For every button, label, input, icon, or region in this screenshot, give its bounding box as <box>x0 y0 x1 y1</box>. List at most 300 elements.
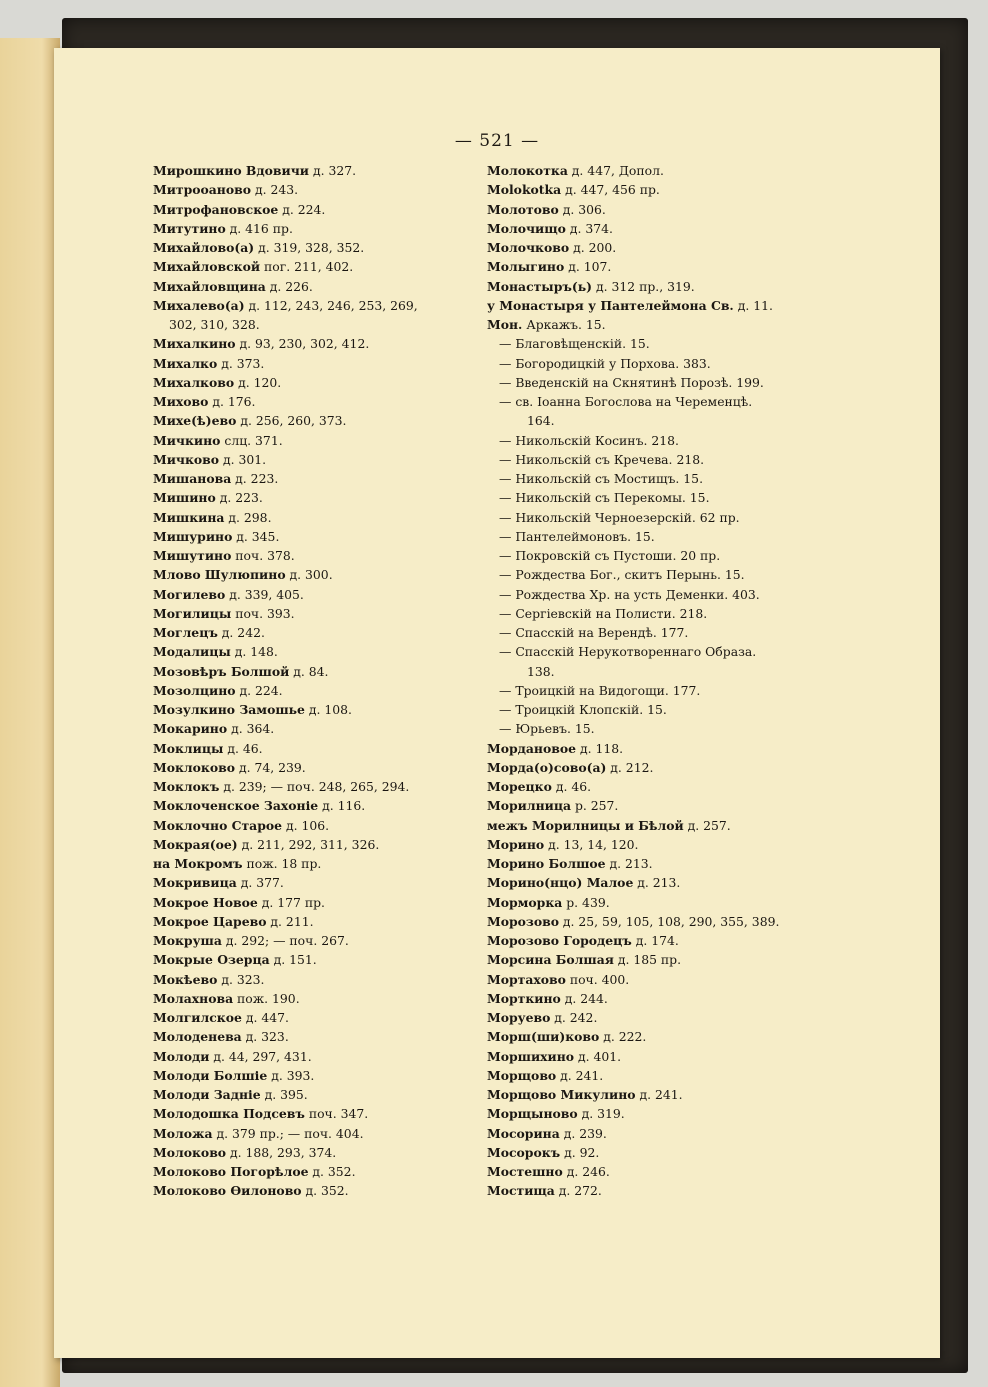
index-entry <box>153 219 483 238</box>
entry-reference: д. 211, 292, 311, 326. <box>237 836 380 852</box>
entry-reference: д. 116. <box>318 798 366 814</box>
entry-place-name: Мирошкино Вдовичи <box>153 163 309 178</box>
entry-reference: д. 447, 456 пр. <box>561 182 660 198</box>
index-entry <box>487 450 847 469</box>
entry-reference: д. 148. <box>230 644 278 660</box>
entry-reference: д. 151. <box>269 952 317 968</box>
index-entry <box>487 662 847 681</box>
index-entry <box>153 912 483 931</box>
entry-reference: д. 223. <box>231 471 279 486</box>
entry-place-name: Морино Болшое <box>487 856 606 871</box>
index-entry <box>153 200 483 219</box>
entry-reference: д. 319, 328, 352. <box>254 240 365 255</box>
entry-place-name: Митрооаново <box>153 182 252 198</box>
entry-place-name: Мишурино <box>153 528 233 544</box>
index-entry <box>153 296 483 315</box>
index-entry <box>487 912 847 931</box>
entry-reference: д. 239; — поч. 248, 265, 294. <box>219 779 410 794</box>
index-entry <box>153 739 483 758</box>
index-entry <box>487 238 847 257</box>
entry-reference: д. 25, 59, 105, 108, 290, 355, 389. <box>558 913 780 929</box>
entry-reference: д. 379 пр.; — поч. 404. <box>212 1125 364 1141</box>
index-entry <box>153 719 483 738</box>
page-number: — 521 — <box>454 131 540 151</box>
index-entry <box>153 546 483 565</box>
entry-place-name: Молоденева <box>153 1029 242 1045</box>
index-entry <box>153 758 483 777</box>
entry-reference: слц. 371. <box>220 432 283 448</box>
index-entry <box>487 1143 847 1162</box>
entry-reference: д. 223. <box>215 490 263 506</box>
entry-place-name: Морш(ши)ково <box>487 1029 600 1045</box>
index-entry <box>153 469 483 488</box>
entry-reference: — Рождества Бог., скитъ Перынь. 15. <box>499 567 745 583</box>
entry-reference: д. 323. <box>241 1029 289 1045</box>
index-entry <box>487 296 847 315</box>
entry-reference: д. 374. <box>565 220 613 236</box>
entry-place-name: Мокрые Озерца <box>153 952 270 968</box>
index-entry <box>487 488 847 507</box>
entry-place-name: Моршихино <box>487 1048 575 1064</box>
index-entry <box>487 700 847 719</box>
entry-reference: д. 241. <box>556 1067 604 1083</box>
index-entry <box>153 623 483 642</box>
index-entry <box>487 873 847 892</box>
index-entry <box>487 1027 847 1046</box>
index-entry <box>153 662 483 681</box>
index-entry <box>487 1104 847 1123</box>
index-entry <box>153 450 483 469</box>
index-entry <box>153 565 483 584</box>
entry-reference: д. 226. <box>265 278 313 294</box>
index-entry <box>153 354 483 373</box>
entry-place-name: Мокарино <box>153 721 228 737</box>
entry-place-name: Митутино <box>153 220 226 236</box>
entry-place-name: Мостешно <box>487 1164 563 1179</box>
entry-place-name: Мокрое Новое <box>153 894 258 910</box>
entry-reference: д. 306. <box>558 201 606 217</box>
index-entry <box>153 1047 483 1066</box>
entry-reference: д. 395. <box>260 1087 308 1102</box>
entry-place-name: Моклочно Старое <box>153 817 283 833</box>
entry-place-name: Молоково Ѳилоново <box>153 1183 302 1199</box>
entry-reference: д. 244. <box>560 990 608 1006</box>
entry-reference: р. 257. <box>571 798 619 814</box>
entry-reference: д. 345. <box>232 528 280 544</box>
entry-reference: д. 301. <box>219 451 267 467</box>
index-entry <box>487 315 847 334</box>
index-entry <box>487 719 847 738</box>
entry-place-name: Моклоково <box>153 759 236 775</box>
entry-reference: д. 185 пр. <box>613 952 682 968</box>
entry-reference: д. 352. <box>301 1183 349 1199</box>
entry-place-name: Михово <box>153 394 209 409</box>
index-entry <box>487 527 847 546</box>
index-entry <box>487 1181 847 1200</box>
entry-reference: — Никольскій Черноезерскій. 62 пр. <box>499 509 740 525</box>
entry-reference: д. 242. <box>217 625 265 640</box>
index-entry <box>487 180 847 199</box>
index-entry <box>153 257 483 276</box>
entry-reference: д. 298. <box>224 509 272 525</box>
index-entry <box>153 893 483 912</box>
entry-place-name: Михайловщина <box>153 278 266 294</box>
entry-reference: — св. Іоанна Богослова на Череменцѣ. <box>499 394 753 409</box>
entry-reference: — Спасскій Нерукотвореннаго Образа. <box>499 644 757 660</box>
entry-place-name: Молокотка <box>487 163 568 178</box>
entry-reference: д. 239. <box>559 1125 607 1141</box>
entry-reference: д. 212. <box>606 759 654 775</box>
index-entry <box>487 585 847 604</box>
index-entry <box>153 1104 483 1123</box>
index-entry <box>487 277 847 296</box>
index-entry <box>487 334 847 353</box>
entry-reference: — Покровскій съ Пустоши. 20 пр. <box>499 548 721 563</box>
index-entry <box>487 546 847 565</box>
index-entry <box>487 816 847 835</box>
index-entry <box>153 854 483 873</box>
entry-place-name: Морткино <box>487 990 561 1006</box>
entry-place-name: Мишанова <box>153 471 232 486</box>
entry-place-name: Мозовѣръ Болшой <box>153 663 290 679</box>
entry-place-name: Молочищо <box>487 220 566 236</box>
entry-place-name: Мосорокъ <box>487 1144 561 1160</box>
index-entry <box>153 642 483 661</box>
entry-place-name: Молоково <box>153 1144 227 1160</box>
entry-reference: поч. 393. <box>231 605 295 621</box>
left-page-edge <box>0 38 60 1387</box>
index-entry <box>487 854 847 873</box>
index-entry <box>153 585 483 604</box>
index-entry <box>153 411 483 430</box>
entry-place-name: Морилница <box>487 798 572 814</box>
entry-reference: д. 447, Допол. <box>567 163 664 178</box>
entry-place-name: Молыгино <box>487 259 565 275</box>
entry-reference: д. 292; — поч. 267. <box>221 933 349 948</box>
entry-reference: д. 246. <box>562 1164 610 1179</box>
index-entry <box>487 1124 847 1143</box>
entry-reference: д. 243. <box>251 182 299 198</box>
index-entry <box>487 950 847 969</box>
entry-reference: д. 46. <box>551 779 592 794</box>
entry-reference: поч. 400. <box>565 971 630 987</box>
index-entry <box>487 604 847 623</box>
index-entry <box>153 431 483 450</box>
index-entry <box>487 431 847 450</box>
entry-place-name: Мокѣево <box>153 971 218 987</box>
entry-place-name: Молоди Задніе <box>153 1087 261 1102</box>
entry-reference: — Никольскій Косинъ. 218. <box>499 432 679 448</box>
entry-reference: — Троицкій на Видогощи. 177. <box>499 682 701 698</box>
entry-reference: д. 242. <box>550 1010 598 1025</box>
entry-place-name: Мишутино <box>153 548 232 563</box>
index-entry <box>153 1027 483 1046</box>
index-entry <box>487 989 847 1008</box>
index-entry <box>153 816 483 835</box>
entry-reference: д. 11. <box>733 297 773 313</box>
entry-reference: д. 176. <box>208 394 256 409</box>
index-entry <box>153 334 483 353</box>
index-entry <box>487 758 847 777</box>
index-entry <box>153 1008 483 1027</box>
index-entry <box>153 604 483 623</box>
entry-place-name: Молгилское <box>153 1010 242 1025</box>
index-entry <box>153 873 483 892</box>
entry-reference: д. 224. <box>235 682 283 698</box>
entry-place-name: Морозово Городецъ <box>487 933 632 948</box>
entry-reference: д. 213. <box>633 875 681 891</box>
entry-place-name: Молочково <box>487 240 570 255</box>
index-entry <box>487 970 847 989</box>
entry-reference: д. 84. <box>289 663 329 679</box>
entry-reference: д. 327. <box>309 163 357 178</box>
entry-reference: д. 107. <box>564 259 612 275</box>
entry-reference: д. 106. <box>282 817 330 833</box>
index-entry <box>153 392 483 411</box>
entry-reference: д. 13, 14, 120. <box>544 836 639 852</box>
index-entry <box>487 1085 847 1104</box>
index-entry <box>153 277 483 296</box>
entry-place-name: Модалицы <box>153 644 231 660</box>
entry-place-name: Мосорина <box>487 1125 560 1141</box>
entry-reference: д. 300. <box>285 567 333 583</box>
index-entry <box>487 565 847 584</box>
index-entry <box>153 681 483 700</box>
entry-place-name: Молоди Болшіе <box>153 1067 268 1083</box>
entry-place-name: Молотово <box>487 201 559 217</box>
index-entry <box>487 354 847 373</box>
entry-reference: д. 312 пр., 319. <box>592 278 695 294</box>
index-entry <box>153 488 483 507</box>
entry-reference: д. 118. <box>576 740 624 756</box>
entry-reference: пог. 211, 402. <box>260 259 354 275</box>
entry-place-name: Мордановое <box>487 740 577 756</box>
entry-place-name: Михалево(а) <box>153 297 245 313</box>
entry-place-name: Михайловской <box>153 259 261 275</box>
index-entry <box>153 1085 483 1104</box>
entry-place-name: Молодошка Подсевъ <box>153 1106 305 1122</box>
entry-place-name: Могилицы <box>153 605 232 621</box>
index-column-left <box>153 161 483 1201</box>
entry-reference: — Благовѣщенскій. 15. <box>499 336 650 352</box>
entry-reference: Аркажъ. 15. <box>522 317 606 332</box>
entry-reference: д. 93, 230, 302, 412. <box>235 336 370 352</box>
entry-place-name: Мичково <box>153 451 220 467</box>
entry-reference: д. 272. <box>554 1183 602 1199</box>
entry-place-name: Морино(нцо) Малое <box>487 875 634 891</box>
entry-place-name: Молоково Погорѣлое <box>153 1164 309 1179</box>
entry-place-name: Мишкина <box>153 509 225 525</box>
entry-place-name: Мон. <box>487 317 523 332</box>
entry-reference: пож. 190. <box>233 990 300 1006</box>
index-entry <box>487 469 847 488</box>
entry-place-name: Мокруша <box>153 933 222 948</box>
entry-place-name: Мокрое Царево <box>153 913 267 929</box>
entry-reference: д. 401. <box>574 1048 622 1064</box>
entry-place-name: Моклицы <box>153 740 224 756</box>
index-entry <box>487 681 847 700</box>
entry-reference: д. 211. <box>266 913 314 929</box>
index-entry <box>487 1066 847 1085</box>
entry-reference: 164. <box>527 413 555 429</box>
entry-reference: д. 188, 293, 374. <box>226 1144 337 1160</box>
entry-reference: д. 46. <box>223 740 263 756</box>
index-entry <box>487 893 847 912</box>
entry-reference: — Никольскій съ Перекомы. 15. <box>499 490 710 506</box>
index-entry <box>487 835 847 854</box>
index-column-right <box>487 161 847 1201</box>
entry-reference: д. 256, 260, 373. <box>236 413 347 429</box>
entry-place-name: Морино <box>487 836 545 852</box>
entry-reference: д. 222. <box>599 1029 647 1045</box>
entry-reference: д. 364. <box>227 721 275 737</box>
entry-reference: д. 319. <box>577 1106 625 1122</box>
book-page <box>54 48 940 1358</box>
index-entry <box>153 508 483 527</box>
entry-reference: — Пантелеймоновъ. 15. <box>499 528 655 544</box>
index-entry <box>487 161 847 180</box>
entry-place-name: Моложа <box>153 1125 213 1141</box>
entry-place-name: на Мокромъ <box>153 856 243 871</box>
entry-reference: пож. 18 пр. <box>242 856 322 871</box>
entry-reference: — Сергіевскій на Полисти. 218. <box>499 605 708 621</box>
index-entry <box>487 796 847 815</box>
entry-place-name: Морецко <box>487 779 552 794</box>
entry-place-name: Морда(о)сово(а) <box>487 759 607 775</box>
index-entry <box>153 180 483 199</box>
entry-reference: д. 393. <box>267 1067 315 1083</box>
entry-reference: — Рождества Хр. на усть Деменки. 403. <box>499 586 760 602</box>
entry-place-name: Могилево <box>153 586 226 602</box>
entry-place-name: Мозолцино <box>153 682 236 698</box>
index-entry <box>487 508 847 527</box>
index-entry <box>153 970 483 989</box>
index-entry <box>487 373 847 392</box>
entry-reference: 138. <box>527 663 555 679</box>
entry-place-name: Михайлово(а) <box>153 240 255 255</box>
entry-place-name: Михе(ѣ)ево <box>153 413 237 429</box>
index-entry <box>487 623 847 642</box>
index-entry <box>487 411 847 430</box>
entry-place-name: Морсина Болшая <box>487 952 614 968</box>
entry-reference: — Никольскій съ Кречева. 218. <box>499 451 705 467</box>
entry-place-name: Мортахово <box>487 971 566 987</box>
index-entry <box>487 739 847 758</box>
entry-reference: д. 44, 297, 431. <box>209 1048 312 1064</box>
index-entry <box>153 1143 483 1162</box>
entry-reference: д. 241. <box>635 1087 683 1102</box>
entry-place-name: Морщово Микулино <box>487 1087 636 1102</box>
index-entry <box>153 700 483 719</box>
entry-place-name: Морморка <box>487 894 563 910</box>
entry-reference: р. 439. <box>562 894 610 910</box>
entry-place-name: Мокривица <box>153 875 237 891</box>
entry-place-name: Михалкино <box>153 336 236 352</box>
index-entry <box>153 1066 483 1085</box>
entry-place-name: Морщово <box>487 1067 557 1083</box>
entry-place-name: Михалко <box>153 355 218 371</box>
entry-place-name: Митрофановское <box>153 201 279 217</box>
entry-reference: д. 92. <box>560 1144 600 1160</box>
entry-reference: д. 108. <box>304 702 352 717</box>
entry-place-name: Морщыново <box>487 1106 578 1122</box>
entry-place-name: Моклокъ <box>153 779 220 794</box>
index-entry <box>487 392 847 411</box>
entry-place-name: Мичкино <box>153 432 221 448</box>
index-entry <box>487 931 847 950</box>
entry-place-name: Мишино <box>153 490 216 506</box>
entry-reference: — Юрьевъ. 15. <box>499 721 595 737</box>
entry-reference: — Спасскій на Верендѣ. 177. <box>499 625 689 640</box>
index-entry <box>487 777 847 796</box>
entry-reference: д. 112, 243, 246, 253, 269, <box>244 297 418 313</box>
index-entry <box>153 1181 483 1200</box>
entry-reference: д. 377. <box>236 875 284 891</box>
index-entry <box>487 1047 847 1066</box>
index-entry <box>153 527 483 546</box>
index-entry <box>487 1162 847 1181</box>
entry-place-name: Молахнова <box>153 990 234 1006</box>
entry-place-name: Морозово <box>487 913 559 929</box>
entry-reference: д. 447. <box>241 1010 289 1025</box>
index-entry <box>487 1008 847 1027</box>
entry-reference: д. 174. <box>631 933 679 948</box>
index-entry <box>153 777 483 796</box>
entry-place-name: межъ Морилницы и Бѣлой <box>487 817 684 833</box>
index-entry <box>487 219 847 238</box>
index-entry <box>153 238 483 257</box>
entry-reference: д. 323. <box>217 971 265 987</box>
entry-reference: д. 373. <box>217 355 265 371</box>
entry-reference: 302, 310, 328. <box>169 317 260 332</box>
entry-reference: поч. 378. <box>231 548 295 563</box>
entry-place-name: Мостища <box>487 1183 555 1199</box>
index-entry <box>153 161 483 180</box>
entry-place-name: Молоди <box>153 1048 210 1064</box>
index-entry <box>153 796 483 815</box>
entry-place-name: Мозулкино Замошье <box>153 702 305 717</box>
index-entry <box>153 315 483 334</box>
entry-reference: д. 352. <box>308 1164 356 1179</box>
index-entry <box>487 257 847 276</box>
entry-place-name: Монастыръ(ь) <box>487 278 593 294</box>
entry-reference: д. 74, 239. <box>235 759 306 775</box>
entry-reference: д. 224. <box>278 201 326 217</box>
entry-place-name: Моклоченское Захоніе <box>153 798 319 814</box>
entry-place-name: Molokotka <box>487 182 562 198</box>
entry-reference: д. 416 пр. <box>225 220 293 236</box>
entry-reference: — Богородицкій у Порхова. 383. <box>499 355 711 371</box>
entry-reference: — Введенскій на Скнятинѣ Порозѣ. 199. <box>499 374 764 390</box>
entry-place-name: у Монастыря у Пантелеймона Св. <box>487 297 734 313</box>
entry-reference: д. 339, 405. <box>225 586 304 602</box>
entry-reference: д. 257. <box>683 817 731 833</box>
entry-reference: — Никольскій съ Мостищъ. 15. <box>499 471 704 486</box>
index-entry <box>153 931 483 950</box>
entry-place-name: Млово Шулюпино <box>153 567 286 583</box>
index-entry <box>153 950 483 969</box>
index-entry <box>153 835 483 854</box>
entry-reference: поч. 347. <box>304 1106 369 1122</box>
index-entry <box>153 989 483 1008</box>
index-entry <box>153 1162 483 1181</box>
entry-place-name: Михалково <box>153 374 235 390</box>
entry-reference: — Троицкій Клопскій. 15. <box>499 702 667 717</box>
index-entry <box>153 373 483 392</box>
index-entry <box>487 200 847 219</box>
entry-place-name: Мокрая(ое) <box>153 836 238 852</box>
entry-reference: д. 120. <box>234 374 282 390</box>
